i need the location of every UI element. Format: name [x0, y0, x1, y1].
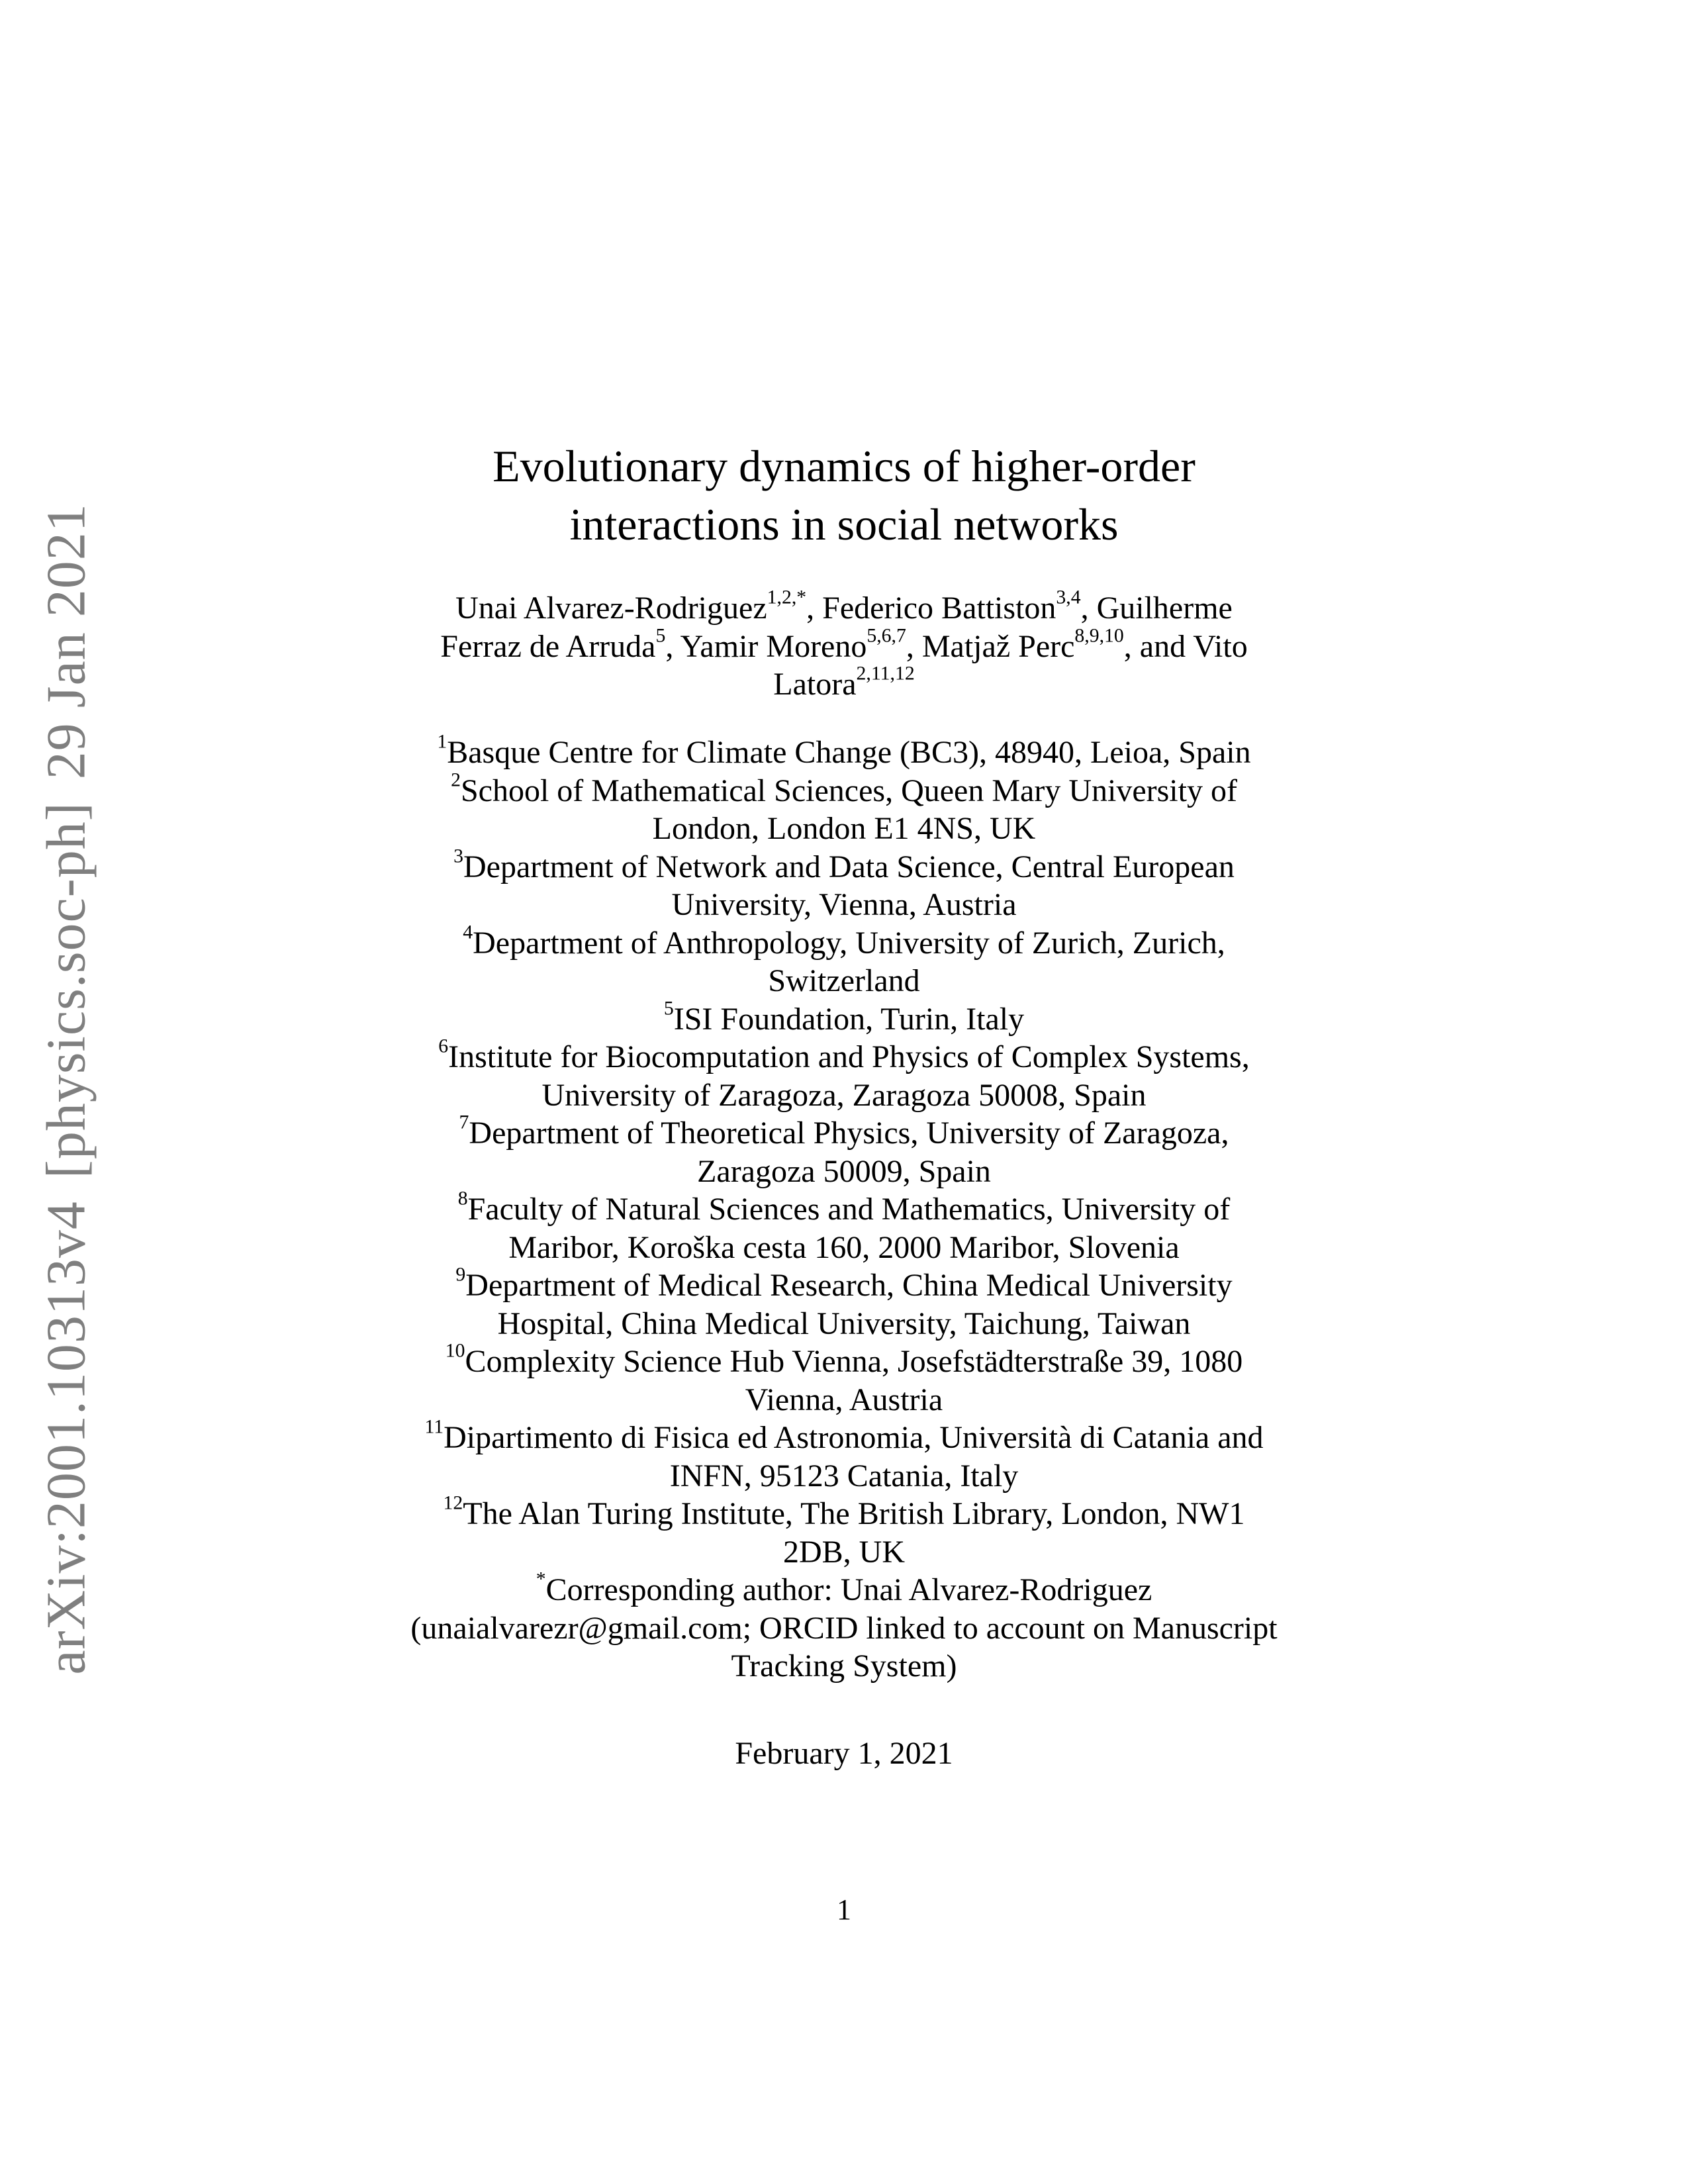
author-line	[0, 624, 1688, 666]
affiliation-line	[0, 1609, 1688, 1648]
affiliation	[0, 1415, 1688, 1495]
arxiv-category: [physics.soc-ph]	[35, 802, 97, 1179]
affiliation-text: Dipartimento di Fisica ed Astronomia, Università di Catania and	[444, 1420, 1264, 1455]
affiliation	[0, 730, 1688, 772]
affiliation-text: The Alan Turing Institute, The British Library, London, NW1	[463, 1496, 1245, 1531]
affiliation	[0, 1568, 1688, 1685]
affiliation-number: 11	[424, 1415, 444, 1438]
author-affiliation-marker: 5	[655, 624, 666, 647]
affiliation-text: Hospital, China Medical University, Taichung, Taiwan	[497, 1306, 1191, 1341]
affiliation-text: Zaragoza 50009, Spain	[697, 1153, 991, 1189]
affiliation-text: Corresponding author: Unai Alvarez-Rodriguez	[545, 1572, 1152, 1607]
affiliation-number: 4	[463, 921, 473, 943]
affiliation-line	[0, 1263, 1688, 1305]
affiliation-number: 7	[459, 1111, 469, 1133]
author-text: Latora	[773, 667, 857, 702]
paper-date: February 1, 2021	[735, 1736, 953, 1771]
paper-title	[0, 437, 1688, 553]
affiliation-line	[0, 769, 1688, 810]
author-line	[0, 662, 1688, 704]
affiliation	[0, 845, 1688, 924]
author-affiliation-marker: 1,2,*	[767, 586, 807, 608]
affiliation-text: Institute for Biocomputation and Physics of Complex Systems,	[448, 1039, 1250, 1074]
affiliation-number: 9	[455, 1263, 466, 1286]
author-text: , Yamir Moreno	[665, 628, 867, 664]
affiliation-number: *	[536, 1568, 546, 1590]
affiliation-line	[0, 1339, 1688, 1381]
affiliation-line	[0, 1492, 1688, 1533]
affiliation-line	[0, 1457, 1688, 1496]
affiliation-line	[0, 1229, 1688, 1267]
affiliation-line	[0, 1153, 1688, 1191]
affiliation-line	[0, 1533, 1688, 1572]
affiliation-text: Basque Centre for Climate Change (BC3), 48940, Leioa, Spain	[447, 735, 1251, 770]
affiliation	[0, 1035, 1688, 1114]
affiliation-number: 2	[451, 769, 461, 791]
affiliation-text: ISI Foundation, Turin, Italy	[673, 1001, 1025, 1037]
affiliation-line	[0, 997, 1688, 1039]
author-text: , Guilherme	[1080, 591, 1233, 626]
affiliation-text: University, Vienna, Austria	[671, 887, 1017, 922]
page-number: 1	[837, 1893, 851, 1926]
affiliation-line	[0, 730, 1688, 772]
affiliation-line	[0, 1187, 1688, 1229]
affiliation-text: INFN, 95123 Catania, Italy	[669, 1458, 1019, 1494]
affiliation-line	[0, 810, 1688, 848]
affiliation-line	[0, 1111, 1688, 1153]
affiliation-number: 3	[453, 845, 463, 867]
affiliation-line	[0, 1035, 1688, 1076]
affiliation-number: 6	[438, 1035, 449, 1057]
affiliation-text: (unaialvarezr@gmail.com; ORCID linked to account on Manuscript	[410, 1610, 1278, 1646]
author-affiliation-marker: 8,9,10	[1074, 624, 1124, 647]
affiliation-text: Faculty of Natural Sciences and Mathematics, University of	[467, 1192, 1231, 1227]
affiliation-text: Tracking System)	[731, 1648, 957, 1684]
affiliation-text: Maribor, Koroška cesta 160, 2000 Maribor, Slovenia	[508, 1229, 1180, 1265]
affiliation-number: 5	[663, 997, 674, 1020]
author-text: Unai Alvarez-Rodriguez	[455, 591, 767, 626]
affiliation	[0, 1111, 1688, 1190]
affiliation-text: Department of Medical Research, China Medical University	[465, 1268, 1233, 1303]
affiliation-number: 1	[437, 730, 447, 753]
affiliation-number: 8	[457, 1187, 468, 1210]
affiliation	[0, 997, 1688, 1039]
affiliation	[0, 1492, 1688, 1571]
affiliation	[0, 921, 1688, 1000]
affiliation	[0, 1263, 1688, 1343]
author-list	[0, 586, 1688, 704]
affiliation-text: London, London E1 4NS, UK	[652, 811, 1036, 846]
arxiv-date: 29 Jan 2021	[35, 503, 97, 780]
author-text: , Federico Battiston	[806, 591, 1056, 626]
author-affiliation-marker: 2,11,12	[856, 662, 915, 685]
author-text: Ferraz de Arruda	[440, 628, 656, 664]
affiliation-line	[0, 1076, 1688, 1115]
affiliation-number: 10	[445, 1339, 465, 1362]
affiliation-line	[0, 1305, 1688, 1343]
author-text: , Matjaž Perc	[906, 628, 1075, 664]
affiliation-number: 12	[443, 1492, 463, 1514]
affiliation-line	[0, 1381, 1688, 1419]
author-affiliation-marker: 5,6,7	[867, 624, 906, 647]
affiliation-line	[0, 1568, 1688, 1609]
author-line	[0, 586, 1688, 628]
affiliation-text: Department of Anthropology, University of Zurich, Zurich,	[473, 925, 1225, 961]
affiliation-line	[0, 886, 1688, 924]
affiliation-text: Department of Theoretical Physics, University of Zaragoza,	[469, 1116, 1229, 1151]
affiliation-text: Vienna, Austria	[745, 1382, 943, 1417]
affiliation-list	[0, 730, 1688, 1685]
affiliation-line	[0, 921, 1688, 963]
affiliation	[0, 1187, 1688, 1266]
author-affiliation-marker: 3,4	[1056, 586, 1081, 608]
affiliation-line	[0, 845, 1688, 886]
affiliation-text: Department of Network and Data Science, Central European	[463, 849, 1235, 884]
affiliation-text: Complexity Science Hub Vienna, Josefstädterstraße 39, 1080	[465, 1344, 1243, 1379]
affiliation-line	[0, 962, 1688, 1000]
affiliation-text: Switzerland	[768, 963, 920, 998]
author-text: , and Vito	[1123, 628, 1248, 664]
affiliation-text: School of Mathematical Sciences, Queen Mary University of	[460, 773, 1237, 808]
title-line: Evolutionary dynamics of higher-order	[492, 441, 1196, 491]
arxiv-id: arXiv:2001.10313v4	[35, 1201, 97, 1675]
affiliation-line	[0, 1415, 1688, 1457]
affiliation-line	[0, 1647, 1688, 1685]
affiliation	[0, 769, 1688, 848]
affiliation-text: University of Zaragoza, Zaragoza 50008, Spain	[541, 1077, 1147, 1113]
title-line: interactions in social networks	[569, 499, 1119, 549]
affiliation-text: 2DB, UK	[782, 1534, 905, 1570]
affiliation	[0, 1339, 1688, 1419]
